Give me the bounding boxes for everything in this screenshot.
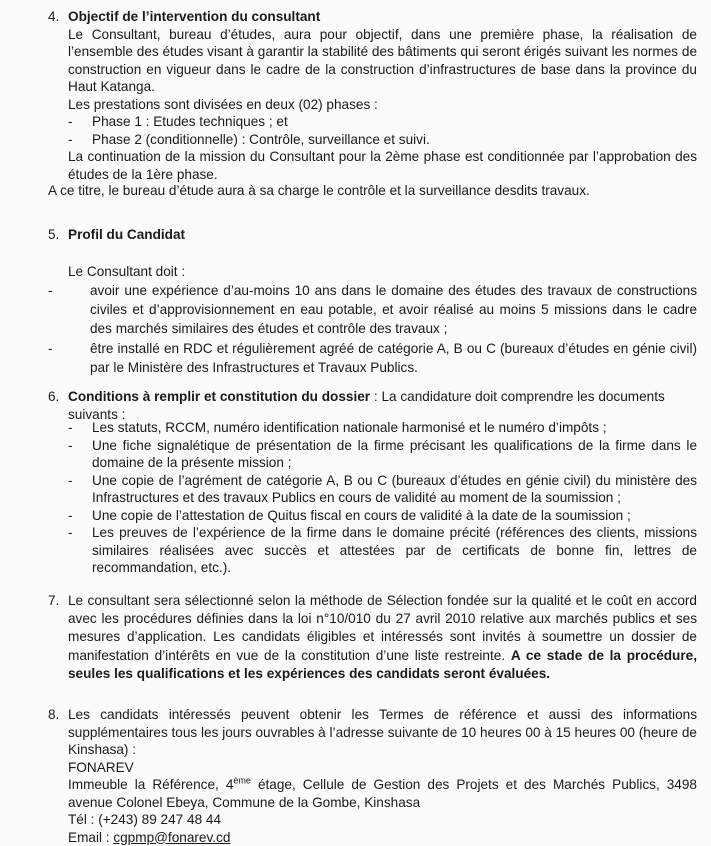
section-4-intro: Le Consultant, bureau d’études, aura pour objectif, dans une première phase, la réalisation de l’ensemble des études visant à garantir la stabilité des bâtiments qui seront érigés suivant les normes de construction en vigueur dans le cadre de la construction d’infrastructures de base dans la province du Haut Katanga. <box>68 26 697 94</box>
organization-name: FONAREV <box>68 759 134 775</box>
section-7-bold-text: A ce stade de la procédure, seules les qualifications et les expériences des candidats seront évaluées. <box>68 647 697 681</box>
list-item: - Les statuts, RCCM, numéro identification nationale harmonisé et le numéro d’impôts ; <box>68 419 697 437</box>
list-item: - Phase 1 : Etudes techniques ; et <box>68 113 697 131</box>
section-7-text: Le consultant sera sélectionné selon la méthode de Sélection fondée sur la qualité et le coût en accord avec les procédures définies dans la loi n°10/010 du 27 avril 2010 relative aux marchés publics et ses mesures d’application. Les candidats éligibles et intéressés sont invités à soumettre un dossier de manifestation d’intérêts en vue de la constitution d’une liste restreinte. <box>68 593 697 663</box>
section-8 <box>68 706 697 846</box>
list-item: - Une fiche signalétique de présentation de la firme précisant les qualifications de la firme dans le domaine de la présente mission ; <box>68 437 697 472</box>
section-4-continuation: La continuation de la mission du Consultant pour la 2ème phase est conditionnée par l’approbation des études de la 1ère phase. <box>68 149 697 182</box>
section-8-text: Les candidats intéressés peuvent obtenir les Termes de référence et aussi des informations supplémentaires tous les jours ouvrables à l’adresse suivante de 10 heures 00 à 15 heures 00 (heure de Kinshasa) : <box>68 707 697 757</box>
list-item: - Une copie de l’agrément de catégorie A, B ou C (bureaux d’études en génie civil) du ministère des Infrastructures et des travaux Publics en cours de validité au moment de la soumission ; <box>68 472 697 507</box>
section-4-control: A ce titre, le bureau d’étude aura à sa charge le contrôle et la surveillance desdits travaux. <box>48 183 590 198</box>
section-4-title: Objectif de l’intervention du consultant <box>68 9 321 24</box>
section-4 <box>68 8 697 183</box>
section-6 <box>68 388 697 423</box>
email-label: Email : <box>68 829 114 845</box>
section-6-title: Conditions à remplir et constitution du dossier <box>68 389 371 404</box>
section-6-number: 6. <box>48 389 60 404</box>
section-7-number: 7. <box>48 593 60 608</box>
list-item: - être installé en RDC et régulièrement agréé de catégorie A, B ou C (bureaux d’études en génie civil) par le Ministère des Infrastructures et Travaux Publics. <box>48 339 697 377</box>
section-5 <box>68 226 697 244</box>
section-4-number: 4. <box>48 9 60 24</box>
list-item: - Phase 2 (conditionnelle) : Contrôle, surveillance et suivi. <box>68 131 697 149</box>
section-5-number: 5. <box>48 227 60 242</box>
section-4-phases-lead: Les prestations sont divisées en deux (02) phases : <box>68 96 378 112</box>
section-6-list <box>68 419 697 577</box>
section-5-title: Profil du Candidat <box>68 227 186 242</box>
phone-number: Tél : (+243) 89 247 48 44 <box>68 812 222 827</box>
address-text-rest: étage, Cellule de Gestion des Projets et des Marchés Publics, 3498 avenue Colonel Ebeya, Commune de la Gombe, Kinshasa <box>68 777 697 810</box>
list-item: - avoir une expérience d’au-moins 10 ans dans le domaine des études des travaux de constructions civiles et d’approvisionnement en eau potable, et avoir réalisé au moins 5 missions dans le cadre des marchés similaires des études et contrôle des travaux ; <box>48 281 697 339</box>
section-5-lead: Le Consultant doit : <box>68 264 186 279</box>
list-item: - Une copie de l’attestation de Quitus fiscal en cours de validité à la date de la soumission ; <box>68 507 697 525</box>
list-item: - Les preuves de l’expérience de la firme dans le domaine précité (références des clients, missions similaires réalisées avec succès et attestées par de certificats de bonne fin, lettres de recommandation, etc.). <box>68 524 697 577</box>
section-5-list <box>48 281 697 377</box>
address-text: Immeuble la Référence, 4 <box>68 777 234 792</box>
section-4-phases-list <box>68 113 697 148</box>
section-8-number: 8. <box>48 707 60 722</box>
email-link[interactable]: cgpmp@fonarev.cd <box>113 829 231 845</box>
section-7 <box>68 592 697 683</box>
address-superscript: ème <box>233 775 251 786</box>
section-6-title-suffix: : La candidature doit comprendre les documents suivants : <box>68 389 665 422</box>
